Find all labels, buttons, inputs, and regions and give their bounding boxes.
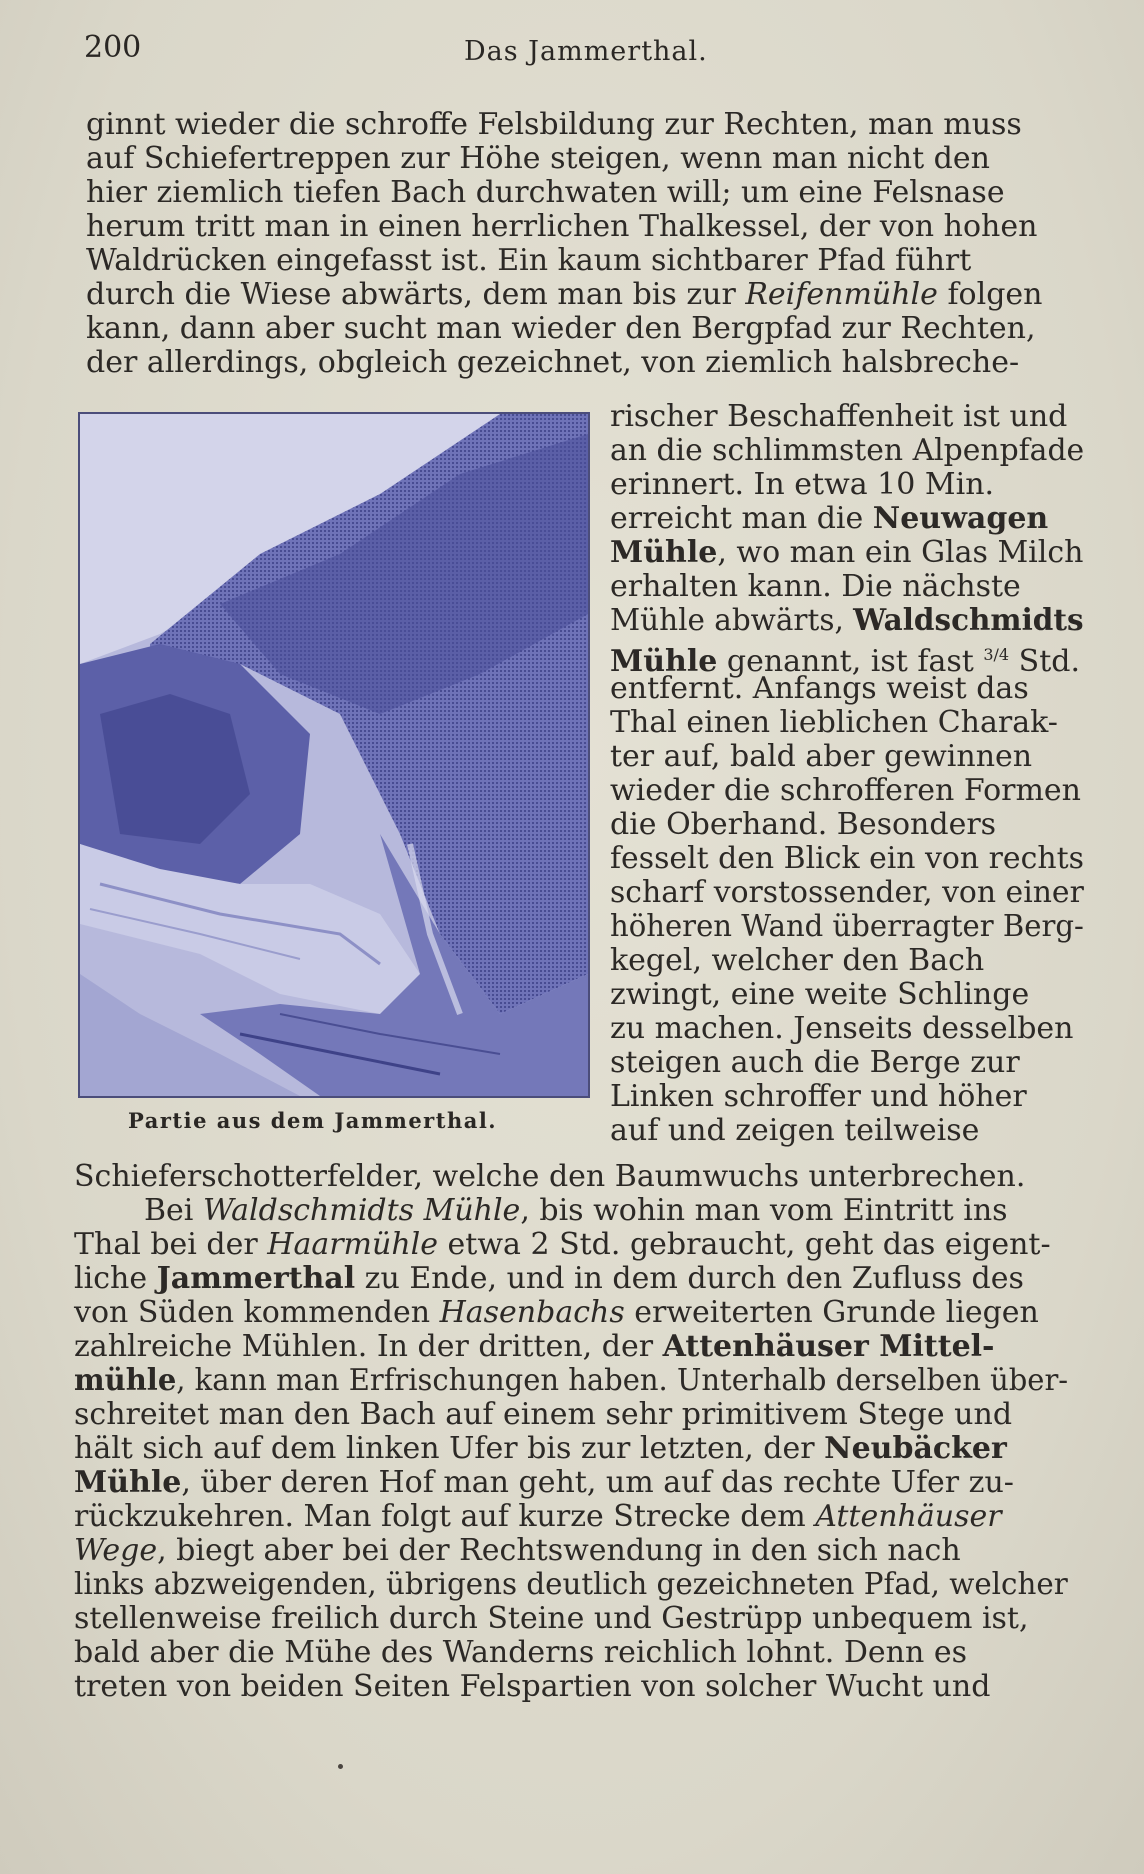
text-segment: folgen	[937, 277, 1043, 312]
ink-speck	[338, 1764, 343, 1769]
text-segment: zahlreiche Mühlen. In der dritten, der	[74, 1329, 663, 1364]
text-line-r3: erinnert. In etwa 10 Min.	[610, 467, 995, 502]
text-line-r10: Thal einen lieblichen Charak-	[610, 705, 1058, 740]
text-line-r9: entfernt. Anfangs weist das	[610, 671, 1029, 706]
text-line-r11: ter auf, bald aber gewinnen	[610, 739, 1033, 774]
text-line-f15: bald aber die Mühe des Wanderns reichlich lohnt. Denn es	[74, 1635, 967, 1670]
fraction: 3/4	[983, 645, 1010, 664]
text-line-f8: schreitet man den Bach auf einem sehr primitivem Stege und	[74, 1397, 1013, 1432]
page-number: 200	[84, 30, 142, 65]
valley-engraving	[80, 414, 588, 1096]
text-line-f16: treten von beiden Seiten Felspartien von solcher Wucht und	[74, 1669, 991, 1704]
text-line-r14: fesselt den Blick ein von rechts	[610, 841, 1084, 876]
text-segment: hält sich auf dem linken Ufer bis zur letzten, der	[74, 1431, 825, 1466]
mill-name-neubaecker: Neubäcker	[824, 1431, 1007, 1466]
text-line-r22: auf und zeigen teilweise	[610, 1113, 980, 1148]
text-line-f3	[74, 1228, 1051, 1262]
text-line-f4	[74, 1262, 1024, 1296]
text-line-r7	[610, 604, 1084, 638]
text-line-f13: links abzweigenden, übrigens deutlich gezeichneten Pfad, welcher	[74, 1567, 1068, 1602]
text-line-5: Waldrücken eingefasst ist. Ein kaum sichtbarer Pfad führt	[86, 243, 972, 278]
mill-name-attenhaeuser: Attenhäuser Mittel-	[662, 1329, 995, 1364]
place-name-haarmuehle: Haarmühle	[267, 1227, 438, 1262]
text-segment: Bei	[144, 1193, 203, 1228]
mill-name-muehle: Mühle	[74, 1465, 182, 1500]
text-line-r16: höheren Wand überragter Berg-	[610, 909, 1084, 944]
text-line-f2	[74, 1194, 1008, 1228]
text-line-r15: scharf vorstossender, von einer	[610, 875, 1084, 910]
text-segment: , über deren Hof man geht, um auf das rechte Ufer zu-	[181, 1465, 1014, 1500]
text-line-f1: Schieferschotterfelder, welche den Baumwuchs unterbrechen.	[74, 1159, 1026, 1194]
figure-caption: Partie aus dem Jammerthal.	[128, 1108, 498, 1133]
place-name-waldschmidts-muehle: Waldschmidts Mühle	[202, 1193, 521, 1228]
text-line-r4	[610, 502, 1048, 536]
text-line-8: der allerdings, obgleich gezeichnet, von ziemlich halsbreche-	[86, 345, 1020, 380]
place-name-hasenbachs: Hasenbachs	[439, 1295, 625, 1330]
text-segment: , wo man ein Glas Milch	[717, 535, 1084, 570]
text-line-f14: stellenweise freilich durch Steine und Gestrüpp unbequem ist,	[74, 1601, 1029, 1636]
text-segment: , kann man Erfrischungen haben. Unterhalb derselben über-	[176, 1363, 1069, 1398]
text-segment: erweiterten Grunde liegen	[624, 1295, 1039, 1330]
text-line-r6: erhalten kann. Die nächste	[610, 569, 1021, 604]
text-segment: Thal bei der	[74, 1227, 268, 1262]
text-line-r1: rischer Beschaffenheit ist und	[610, 399, 1068, 434]
text-line-1: ginnt wieder die schroffe Felsbildung zur Rechten, man muss	[86, 107, 1022, 142]
text-segment: , bis wohin man vom Eintritt ins	[520, 1193, 1008, 1228]
mill-name-neuwagen: Neuwagen	[872, 501, 1049, 536]
text-segment: Std.	[1009, 644, 1080, 679]
text-line-r2: an die schlimmsten Alpenpfade	[610, 433, 1085, 468]
text-line-f6	[74, 1330, 995, 1364]
text-line-r21: Linken schroffer und höher	[610, 1079, 1027, 1114]
text-line-f11	[74, 1500, 1002, 1534]
text-line-7: kann, dann aber sucht man wieder den Bergpfad zur Rechten,	[86, 311, 1036, 346]
text-line-2: auf Schiefertreppen zur Höhe steigen, wenn man nicht den	[86, 141, 990, 176]
mill-name-muehle: mühle	[74, 1363, 177, 1398]
place-name-wege: Wege	[74, 1533, 158, 1568]
text-line-f5	[74, 1296, 1039, 1330]
text-segment: etwa 2 Std. gebraucht, geht das eigent-	[438, 1227, 1051, 1262]
text-line-6	[86, 278, 1042, 312]
text-line-f12	[74, 1534, 961, 1568]
place-name-reifenmuehle: Reifenmühle	[745, 277, 938, 312]
text-line-r5	[610, 536, 1083, 570]
page-header	[84, 30, 1060, 78]
text-line-r12: wieder die schrofferen Formen	[610, 773, 1081, 808]
mill-name-waldschmidts: Waldschmidts	[853, 603, 1084, 638]
text-segment: Mühle abwärts,	[610, 603, 854, 638]
text-segment: genannt, ist fast	[717, 644, 984, 679]
text-line-f7	[74, 1364, 1068, 1398]
place-name-attenhaeuser: Attenhäuser	[815, 1499, 1002, 1534]
text-segment: liche	[74, 1261, 157, 1296]
text-line-r19: zu machen. Jenseits desselben	[610, 1011, 1074, 1046]
text-segment: rückzukehren. Man folgt auf kurze Strecke dem	[74, 1499, 816, 1534]
text-segment: durch die Wiese abwärts, dem man bis zur	[86, 277, 746, 312]
text-segment: zu Ende, und in dem durch den Zufluss des	[355, 1261, 1024, 1296]
text-line-r13: die Oberhand. Besonders	[610, 807, 997, 842]
text-line-f9	[74, 1432, 1007, 1466]
text-line-r20: steigen auch die Berge zur	[610, 1045, 1020, 1080]
mill-name-muehle: Mühle	[610, 644, 718, 679]
text-line-r17: kegel, welcher den Bach	[610, 943, 985, 978]
text-line-r18: zwingt, eine weite Schlinge	[610, 977, 1030, 1012]
text-line-4: herum tritt man in einen herrlichen Thalkessel, der von hohen	[86, 209, 1038, 244]
illustration-jammerthal	[78, 412, 590, 1098]
running-title: Das Jammerthal.	[464, 36, 708, 67]
text-segment: von Süden kommenden	[74, 1295, 440, 1330]
place-name-jammerthal: Jammerthal	[156, 1261, 356, 1296]
text-segment: erreicht man die	[610, 501, 873, 536]
text-segment: , biegt aber bei der Rechtswendung in den sich nach	[157, 1533, 961, 1568]
text-line-3: hier ziemlich tiefen Bach durchwaten will; um eine Felsnase	[86, 175, 1005, 210]
mill-name-muehle: Mühle	[610, 535, 718, 570]
text-line-f10	[74, 1466, 1014, 1500]
